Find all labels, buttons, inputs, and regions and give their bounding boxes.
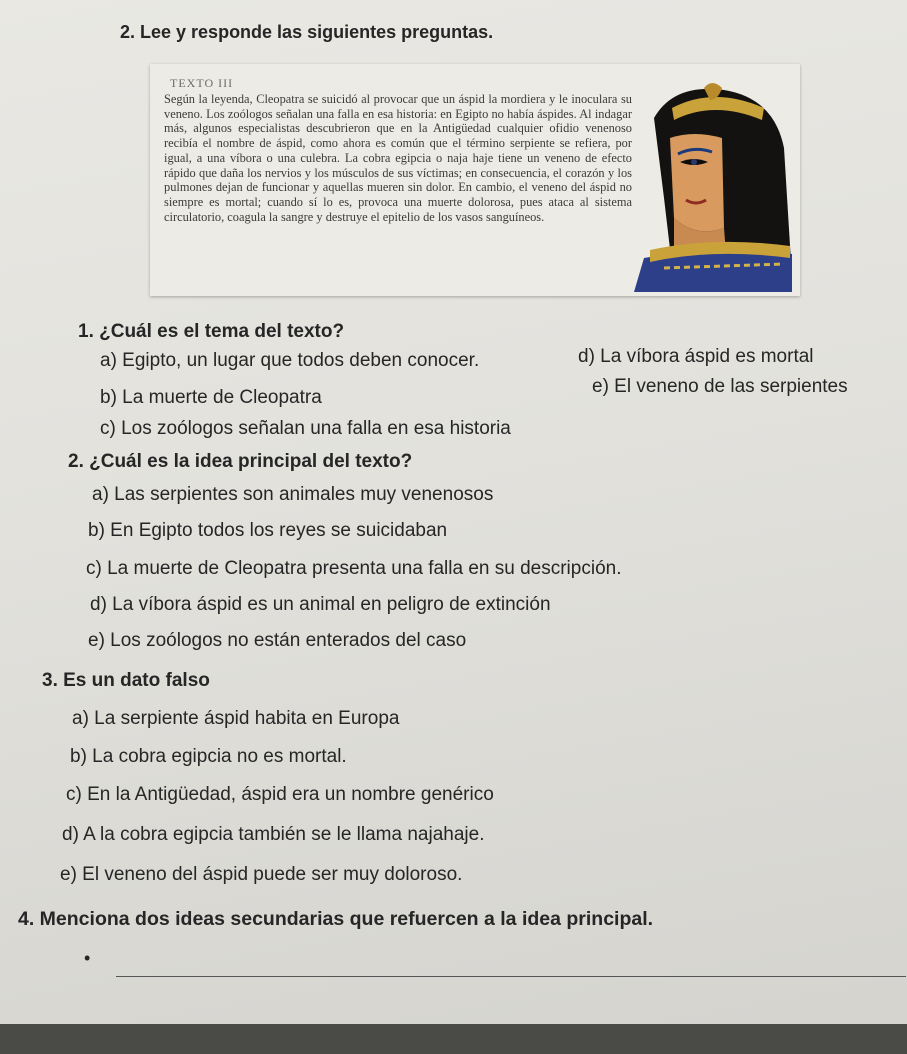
q3-option-d: d) A la cobra egipcia también se le llama najahaje.: [62, 824, 485, 845]
exercise-title: 2. Lee y responde las siguientes preguntas.: [120, 22, 494, 42]
q3-option-e: e) El veneno del áspid puede ser muy doloroso.: [60, 864, 463, 885]
question-1-title: 1. ¿Cuál es el tema del texto?: [78, 321, 345, 342]
q2-option-d: d) La víbora áspid es un animal en peligro de extinción: [90, 594, 551, 615]
question-3-title: 3. Es un dato falso: [42, 670, 210, 691]
text-body: Según la leyenda, Cleopatra se suicidó al provocar que un áspid la mordiera y le inoculara su veneno. Los zoólogos señalan una falla en esa historia: en Egipto no había áspides. Al indagar más, algunos especialistas descubrieron que en la Antigüedad cualquier ofidio venenoso recibía el nombre de áspid, como ahora es común que el término serpiente se refiera, por igual, a una víbora o una culebra. La cobra egipcia o naja haje tiene un veneno de efecto rápido que daña los nervios y los músculos de sus víctimas; en consecuencia, el corazón y los pulmones dejan de funcionar y aquellas mueren sin dolor. En cambio, el veneno del áspid no siempre es mortal; cuando sí lo es, provoca una muerte dolorosa, pues ataca al sistema circulatorio, coagula la sangre y destruye el epitelio de los vasos sanguíneos.: [164, 92, 632, 224]
cleopatra-illustration-icon: [634, 78, 794, 292]
q3-option-a: a) La serpiente áspid habita en Europa: [72, 708, 400, 729]
answer-bullet: •: [84, 948, 91, 968]
text-box: [150, 64, 800, 296]
q2-option-a: a) Las serpientes son animales muy venenosos: [92, 484, 494, 505]
q1-option-b: b) La muerte de Cleopatra: [100, 387, 322, 408]
q2-option-b: b) En Egipto todos los reyes se suicidaban: [88, 520, 448, 541]
q1-option-d: d) La víbora áspid es mortal: [578, 346, 814, 367]
q1-option-c: c) Los zoólogos señalan una falla en esa historia: [100, 418, 511, 439]
q3-option-c: c) En la Antigüedad, áspid era un nombre genérico: [66, 784, 494, 805]
q1-option-a: a) Egipto, un lugar que todos deben conocer.: [100, 350, 480, 371]
page-bottom-edge: [0, 1024, 907, 1054]
question-2-title: 2. ¿Cuál es la idea principal del texto?: [68, 451, 413, 472]
q2-option-c: c) La muerte de Cleopatra presenta una falla en su descripción.: [86, 558, 622, 579]
q1-option-e: e) El veneno de las serpientes: [592, 376, 848, 397]
q3-option-b: b) La cobra egipcia no es mortal.: [70, 746, 347, 767]
q2-option-e: e) Los zoólogos no están enterados del caso: [88, 630, 467, 651]
answer-line[interactable]: [116, 976, 906, 977]
question-4-title: 4. Menciona dos ideas secundarias que refuercen a la idea principal.: [18, 908, 654, 930]
text-label: TEXTO III: [170, 76, 234, 90]
